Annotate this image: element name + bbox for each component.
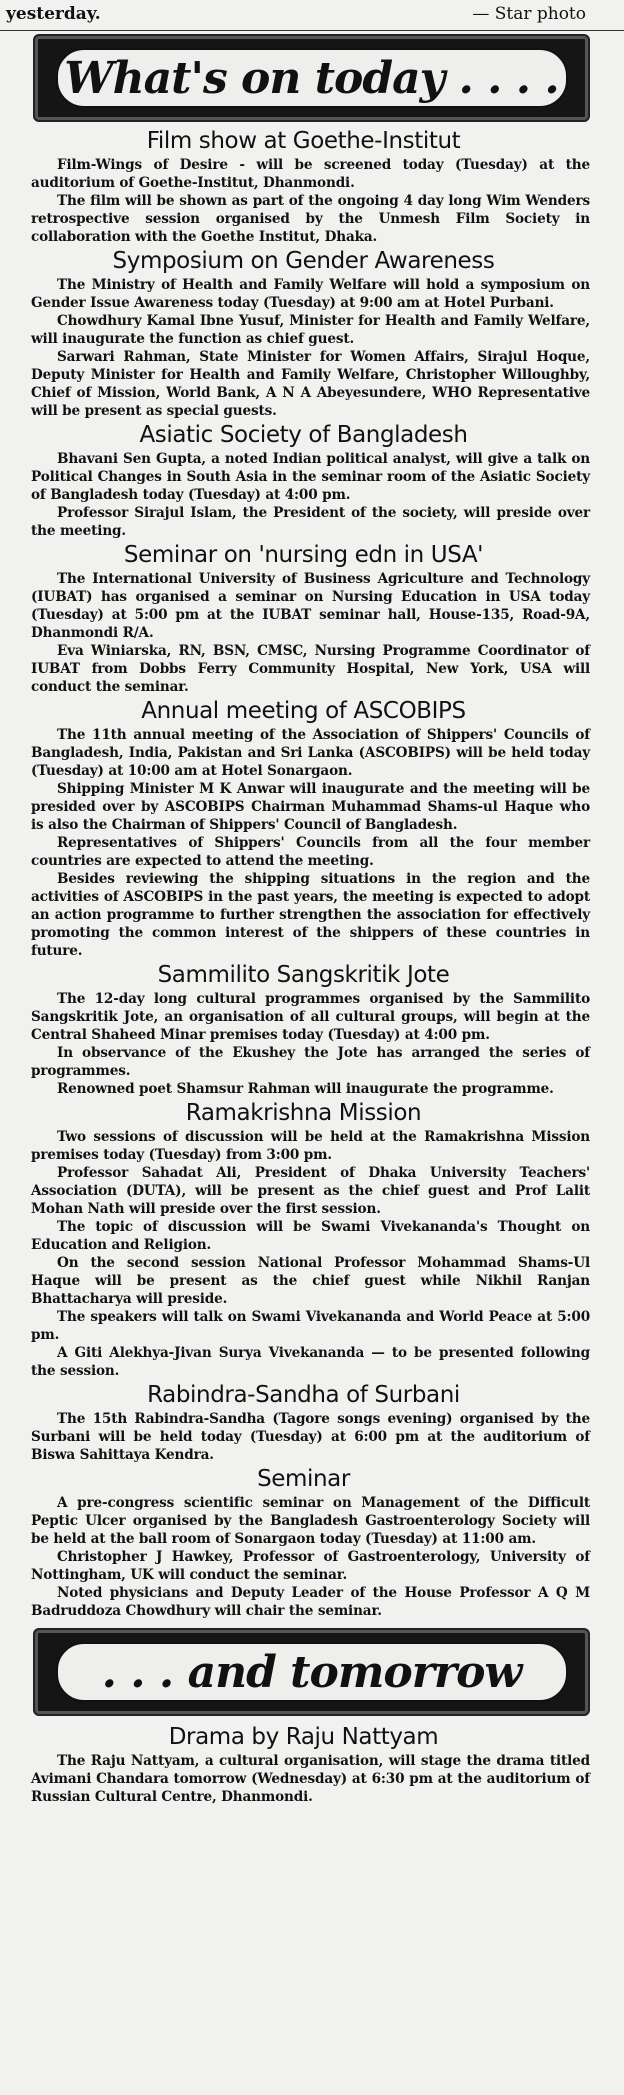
event-title: Rabindra-Sandha of Surbani [147,1382,460,1408]
event-paragraph: Eva Winiarska, RN, BSN, CMSC, Nursing Programme Coordinator of IUBAT from Dobbs Ferry Community Hospital, New York, USA will conduct the seminar. [31,643,590,695]
banner-today-title: What's on today . . . . [64,52,559,104]
event-paragraph: The 12-day long cultural programmes organised by the Sammilito Sangskritik Jote, an organisation of all cultural groups, will begin at the Central Shaheed Minar premises today (Tuesday) at 4:00 pm. [31,991,590,1043]
previous-article-footer [0,0,624,31]
event-paragraph: A Giti Alekhya-Jivan Surya Vivekananda — to be presented following the session. [31,1345,590,1379]
event-item [7,1098,600,1380]
event-title: Asiatic Society of Bangladesh [139,422,468,448]
event-paragraph: The film will be shown as part of the ongoing 4 day long Wim Wenders retrospective session organised by the Unmesh Film Society in collaboration with the Goethe Institut, Dhaka. [31,193,590,245]
banner-tomorrow-title: . . . and tomorrow [101,1646,522,1698]
event-paragraph: On the second session National Professor Mohammad Shams-Ul Haque will be present as the chief guest while Nikhil Ranjan Bhattacharya will preside. [31,1255,590,1307]
event-paragraph: Renowned poet Shamsur Rahman will inaugurate the programme. [57,1081,554,1097]
event-paragraph: Noted physicians and Deputy Leader of the House Professor A Q M Badruddoza Chowdhury will chair the seminar. [31,1585,590,1619]
event-paragraph: Shipping Minister M K Anwar will inaugurate and the meeting will be presided over by ASCOBIPS Chairman Muhammad Shams-ul Haque who is also the Chairman of Shippers' Council of Bangladesh. [31,781,590,833]
event-paragraph: The International University of Business Agriculture and Technology (IUBAT) has organised a seminar on Nursing Education in USA today (Tuesday) at 5:00 pm at the IUBAT seminar hall, House-135, Road-9A, Dhanmondi R/A. [31,571,590,641]
event-item [7,126,600,246]
event-title: Annual meeting of ASCOBIPS [141,698,466,724]
event-title: Film show at Goethe-Institut [146,128,461,154]
event-paragraph: Professor Sahadat Ali, President of Dhaka University Teachers' Association (DUTA), will be present as the chief guest and Prof Lalit Mohan Nath will preside over the first session. [31,1165,590,1217]
event-title: Seminar on 'nursing edn in USA' [123,542,484,568]
event-paragraph: The 15th Rabindra-Sandha (Tagore songs evening) organised by the Surbani will be held today (Tuesday) at 6:00 pm at the auditorium of Biswa Sahittaya Kendra. [31,1411,590,1463]
event-paragraph: Representatives of Shippers' Councils from all the four member countries are expected to attend the meeting. [31,835,590,869]
event-item [7,696,600,960]
event-item [7,1464,600,1620]
whats-on-today-banner [33,34,590,122]
event-paragraph: The Raju Nattyam, a cultural organisation, will stage the drama titled Avimani Chandara tomorrow (Wednesday) at 6:30 pm at the auditorium of Russian Cultural Centre, Dhanmondi. [31,1753,590,1805]
events-column [7,32,600,2090]
event-paragraph: Two sessions of discussion will be held at the Ramakrishna Mission premises today (Tuesday) from 3:00 pm. [31,1129,590,1163]
event-paragraph: Film-Wings of Desire - will be screened today (Tuesday) at the auditorium of Goethe-Institut, Dhanmondi. [31,157,590,191]
event-title: Seminar [257,1466,350,1492]
event-paragraph: Christopher J Hawkey, Professor of Gastroenterology, University of Nottingham, UK will conduct the seminar. [31,1549,590,1583]
event-paragraph: The topic of discussion will be Swami Vivekananda's Thought on Education and Religion. [31,1219,590,1253]
event-title: Symposium on Gender Awareness [112,248,495,274]
previous-article-tail: yesterday. [6,4,101,24]
event-paragraph: Sarwari Rahman, State Minister for Women Affairs, Sirajul Hoque, Deputy Minister for Health and Family Welfare, Christopher Willoughby, Chief of Mission, World Bank, A N A Abeyesundere, WHO Representative will be present as special guests. [31,349,590,419]
event-item [7,420,600,540]
event-paragraph: A pre-congress scientific seminar on Management of the Difficult Peptic Ulcer organised by the Bangladesh Gastroenterology Society will be held at the ball room of Sonargaon today (Tuesday) at 11:00 am. [31,1495,590,1547]
event-paragraph: Besides reviewing the shipping situations in the region and the activities of ASCOBIPS in the past years, the meeting is expected to adopt an action programme to further strengthen the association for effectively promoting the common interest of the shippers of these countries in future. [31,871,590,959]
event-item [7,1722,600,1806]
event-item [7,246,600,420]
event-paragraph: Bhavani Sen Gupta, a noted Indian political analyst, will give a talk on Political Changes in South Asia in the seminar room of the Asiatic Society of Bangladesh today (Tuesday) at 4:00 pm. [31,451,590,503]
photo-credit: — Star photo [472,4,586,24]
event-paragraph: Chowdhury Kamal Ibne Yusuf, Minister for Health and Family Welfare, will inaugurate the function as chief guest. [31,313,590,347]
event-item [7,540,600,696]
event-item [7,960,600,1098]
event-title: Drama by Raju Nattyam [168,1724,439,1750]
event-paragraph: The speakers will talk on Swami Vivekananda and World Peace at 5:00 pm. [31,1309,590,1343]
and-tomorrow-banner [33,1628,590,1716]
event-paragraph: In observance of the Ekushey the Jote has arranged the series of programmes. [31,1045,590,1079]
tomorrow-events [7,1722,600,1806]
event-paragraph: The 11th annual meeting of the Association of Shippers' Councils of Bangladesh, India, Pakistan and Sri Lanka (ASCOBIPS) will be held today (Tuesday) at 10:00 am at Hotel Sonargaon. [31,727,590,779]
event-item [7,1380,600,1464]
event-title: Sammilito Sangskritik Jote [157,962,450,988]
today-events [7,126,600,1620]
event-paragraph: Professor Sirajul Islam, the President of the society, will preside over the meeting. [31,505,590,539]
event-paragraph: The Ministry of Health and Family Welfare will hold a symposium on Gender Issue Awareness today (Tuesday) at 9:00 am at Hotel Purbani. [31,277,590,311]
event-title: Ramakrishna Mission [185,1100,422,1126]
